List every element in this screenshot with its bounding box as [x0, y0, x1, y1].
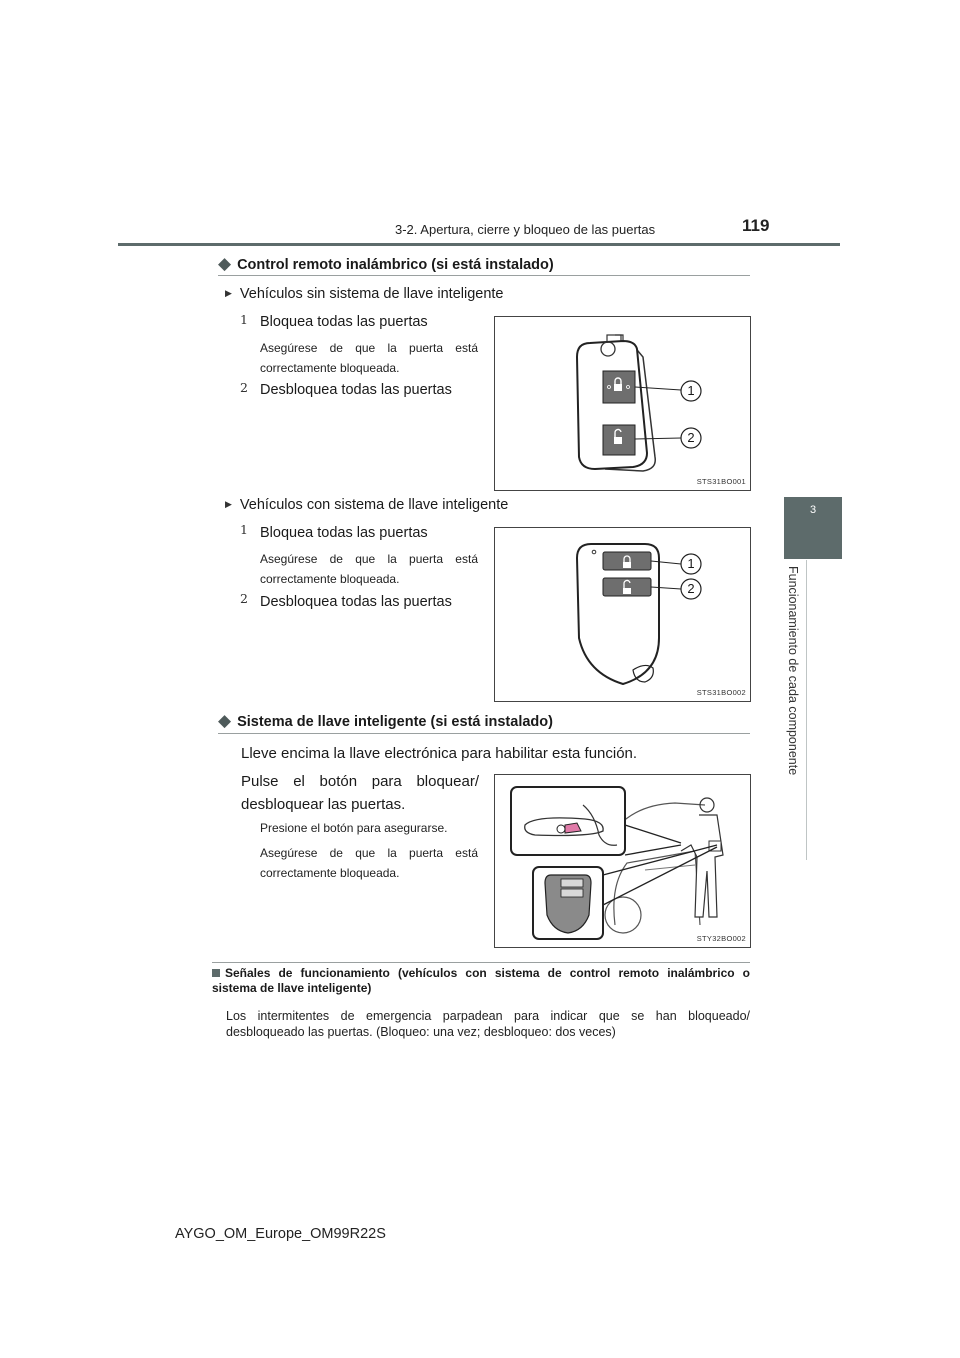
subheading-no-smart-key — [225, 286, 504, 302]
item-number-badge: 2 — [240, 380, 248, 395]
callout-2: 2 — [687, 581, 695, 596]
subheading-text: Vehículos sin sistema de llave inteligente — [239, 286, 504, 302]
section-title: Sistema de llave inteligente (si está instalado) — [237, 714, 553, 730]
figure-remote-key — [494, 316, 751, 491]
item-unlock-all: Desbloquea todas las puertas — [260, 594, 452, 610]
door-handle-illustration — [495, 775, 750, 947]
item-number-badge: 2 — [240, 591, 248, 606]
note-check-locked: Asegúrese de que la puerta está correctamente bloqueada. — [260, 341, 478, 375]
smart-key-illustration — [495, 528, 750, 701]
figure-code: STS31BO002 — [696, 688, 746, 697]
square-bullet-icon — [212, 969, 220, 977]
section-heading-remote — [218, 254, 554, 274]
subheading-text: Vehículos con sistema de llave inteligente — [239, 497, 509, 513]
operation-signals-heading — [212, 966, 750, 996]
figure-door-handle — [494, 774, 751, 948]
header-section-title: 3-2. Apertura, cierre y bloqueo de las puertas — [395, 222, 656, 237]
figure-smart-key — [494, 527, 751, 702]
chapter-label: Funcionamiento de cada componente — [786, 566, 800, 776]
figure-code: STY32BO002 — [696, 934, 746, 943]
section-heading-smart-key — [218, 711, 553, 731]
note-check-locked: Asegúrese de que la puerta está correctamente bloqueada. — [260, 846, 478, 880]
item-lock-all: Bloquea todas las puertas — [260, 525, 428, 541]
page-number: 119 — [742, 216, 770, 235]
operation-signals-title: Señales de funcionamiento (vehículos con sistema de control remoto inalámbrico o sistema de llave inteligente) — [212, 966, 750, 995]
item-lock-all: Bloquea todas las puertas — [260, 314, 428, 330]
item-number-badge: 1 — [240, 312, 248, 327]
figure-code: STS31BO001 — [696, 477, 746, 486]
header-rule — [118, 243, 840, 246]
diamond-icon: ◆ — [218, 711, 232, 730]
section-rule — [218, 275, 750, 276]
bottom-rule — [212, 962, 750, 963]
smart-key-instruction: Pulse el botón para bloquear/ desbloquear las puertas. — [241, 773, 479, 813]
chapter-divider — [806, 560, 843, 860]
item-unlock-all: Desbloquea todas las puertas — [260, 382, 452, 398]
diamond-icon: ◆ — [218, 254, 232, 273]
section-rule — [218, 733, 750, 734]
operation-signals-body: Los intermitentes de emergencia parpadean para indicar que se han bloqueado/ desbloqueado las puertas. (Bloqueo: una vez; desbloqueo: dos veces) — [226, 1009, 750, 1039]
smart-key-intro: Lleve encima la llave electrónica para habilitar esta función. — [241, 745, 638, 762]
triangle-bullet-icon: ▶ — [225, 288, 232, 298]
callout-1: 1 — [687, 383, 695, 398]
item-number-badge: 1 — [240, 522, 248, 537]
callout-2: 2 — [687, 430, 695, 445]
triangle-bullet-icon: ▶ — [225, 499, 232, 509]
remote-key-illustration — [495, 317, 750, 490]
subheading-smart-key — [225, 497, 508, 513]
document-id: AYGO_OM_Europe_OM99R22S — [175, 1226, 386, 1242]
section-title: Control remoto inalámbrico (si está instalado) — [237, 257, 554, 273]
note-check-locked: Asegúrese de que la puerta está correctamente bloqueada. — [260, 552, 478, 586]
note-press-button: Presione el botón para asegurarse. — [260, 821, 448, 835]
callout-1: 1 — [687, 556, 695, 571]
chapter-number: 3 — [809, 504, 817, 516]
